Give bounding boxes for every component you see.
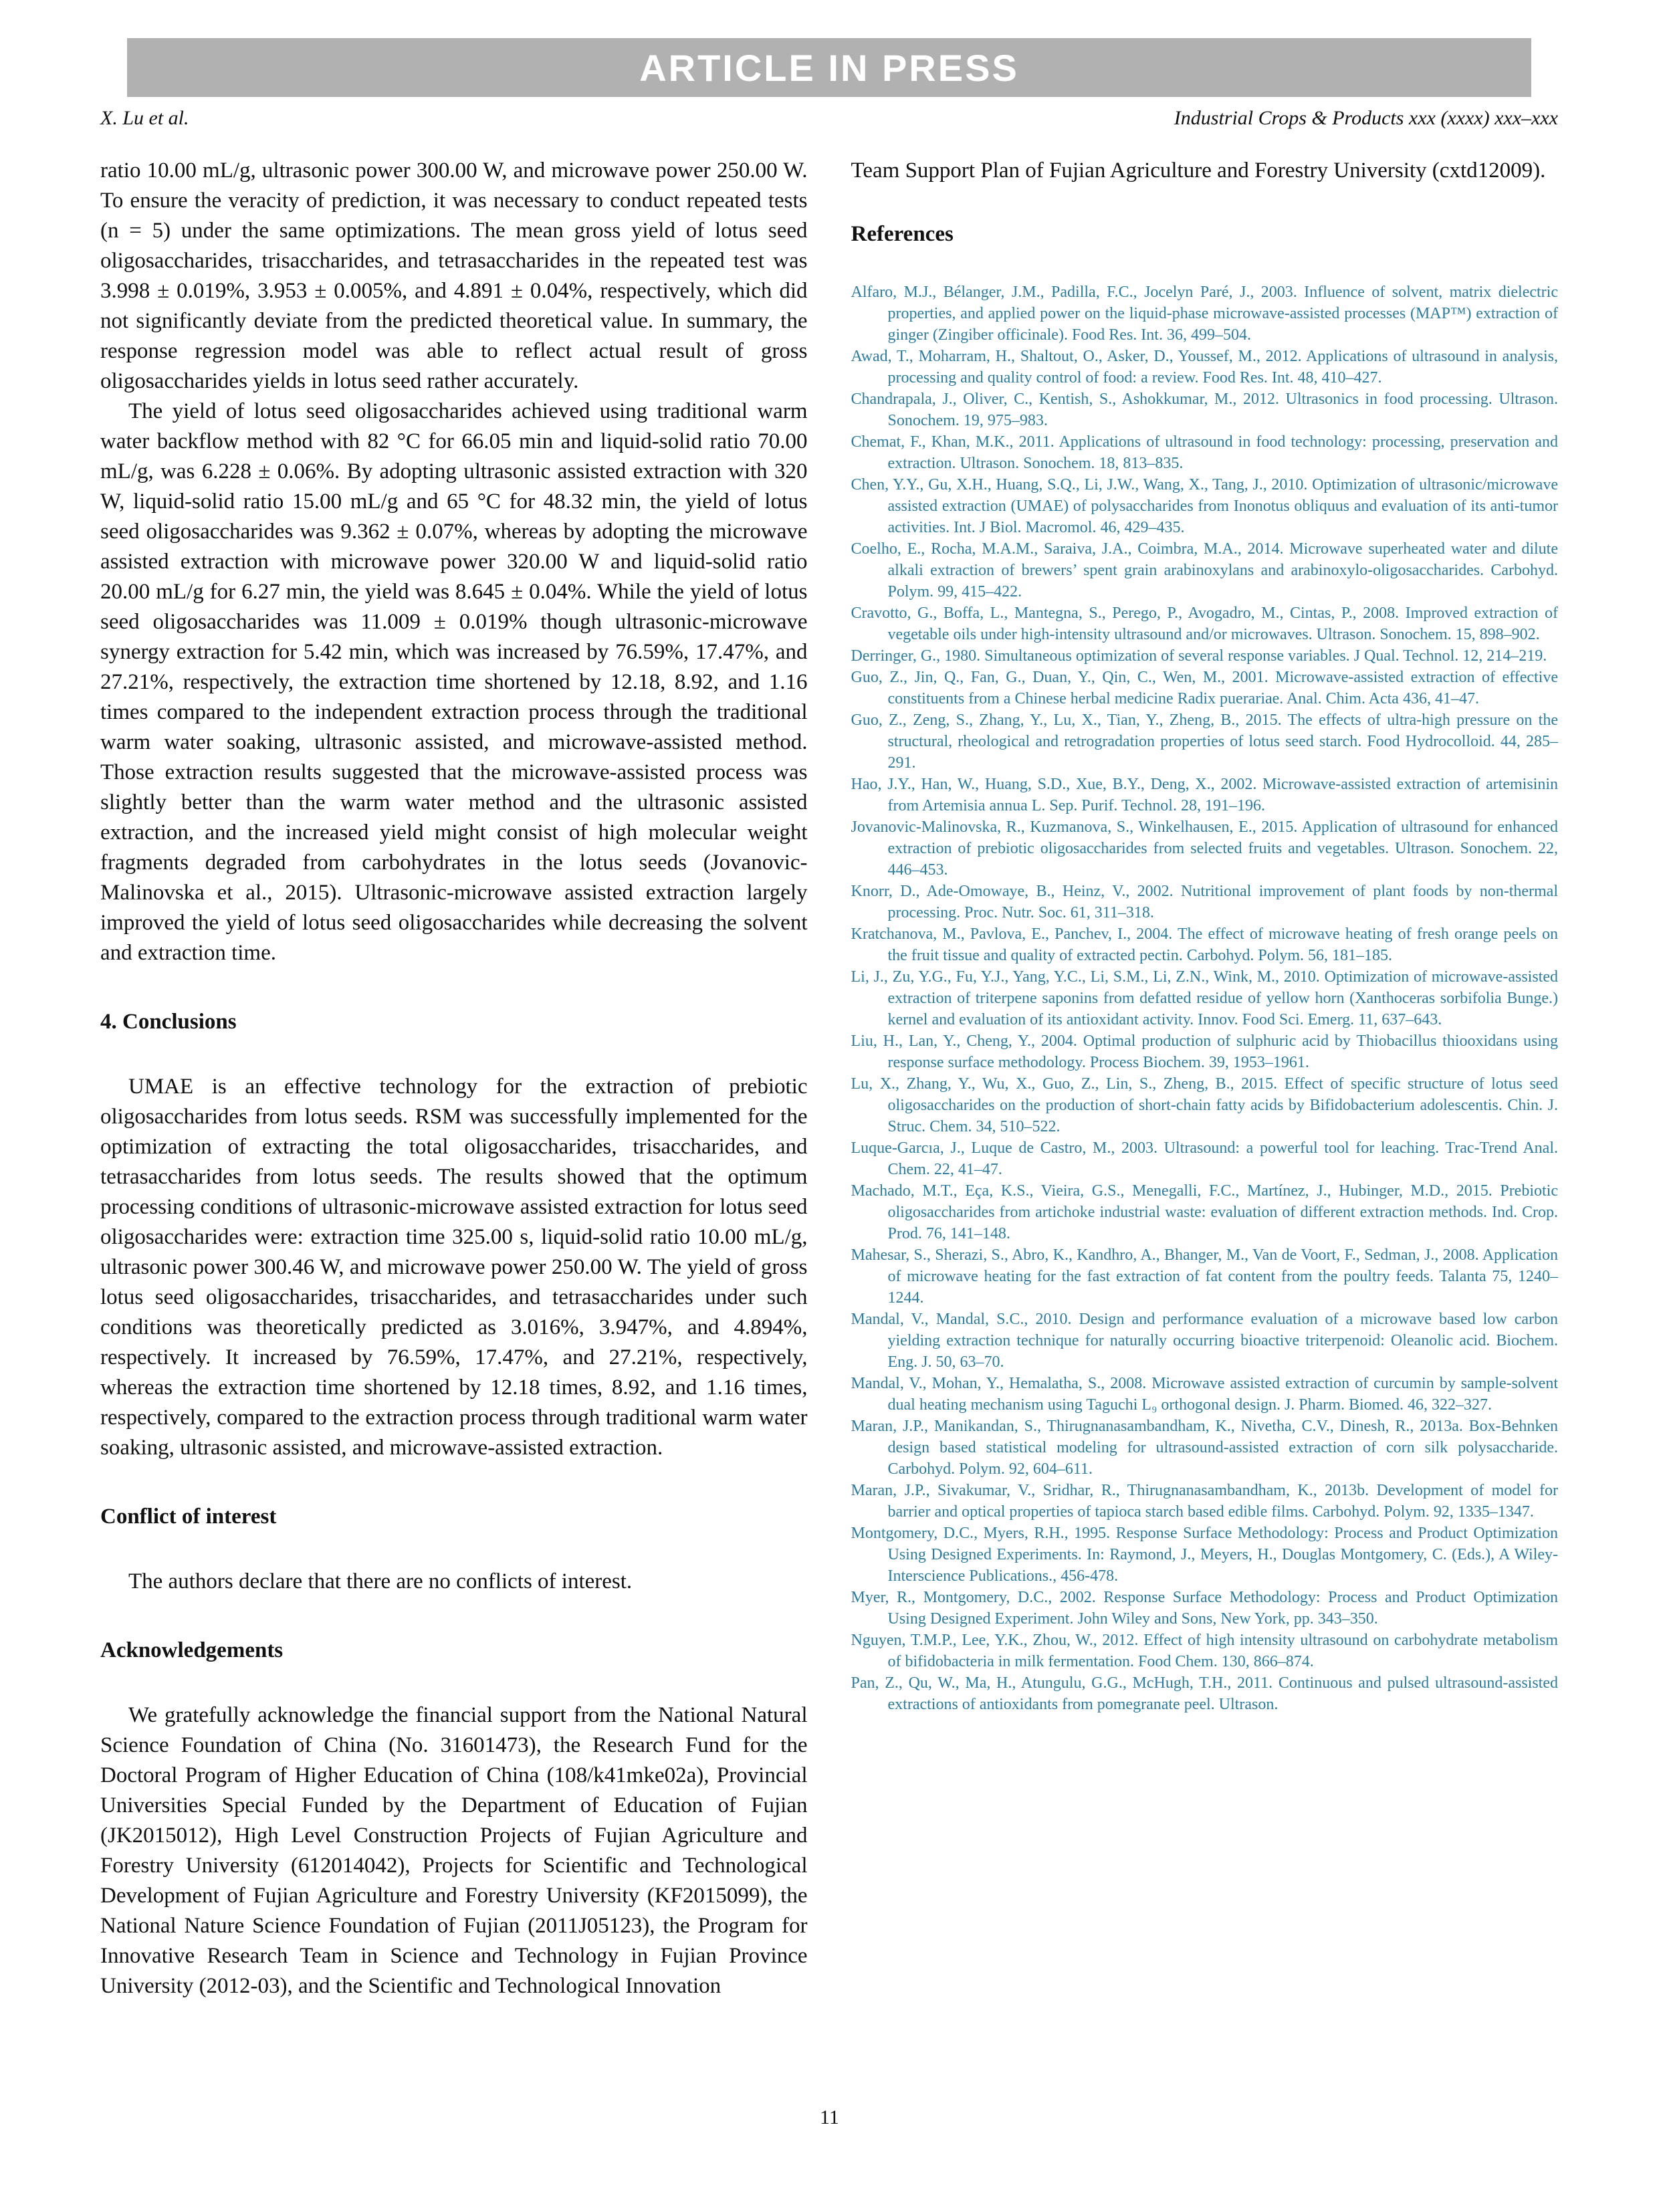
reference-item: Guo, Z., Jin, Q., Fan, G., Duan, Y., Qin, C., Wen, M., 2001. Microwave-assisted extraction of effective constituents from a Chinese herbal medicine Radix puerariae. Anal. Chim. Acta 436, 41–47. (851, 669, 1558, 707)
reference-item: Pan, Z., Qu, W., Ma, H., Atungulu, G.G., McHugh, T.H., 2011. Continuous and pulsed ultrasound-assisted extractions of antioxidants from pomegranate peel. Ultrason. (851, 1674, 1558, 1713)
article-in-press-banner (127, 38, 1531, 97)
reference-item: Luque-Garcıa, J., Luque de Castro, M., 2003. Ultrasound: a powerful tool for leaching. Trac-Trend Anal. Chem. 22, 41–47. (851, 1139, 1558, 1178)
reference-item: Maran, J.P., Manikandan, S., Thirugnanasambandham, K., Nivetha, C.V., Dinesh, R., 2013a. Box-Behnken design based statistical modeling for ultrasound-assisted extraction of corn silk polysaccharide. Carbohyd. Polym. 92, 604–611. (851, 1418, 1558, 1478)
section-heading-acknowledgements: Acknowledgements (100, 1638, 284, 1662)
reference-item: Li, J., Zu, Y.G., Fu, Y.J., Yang, Y.C., Li, S.M., Li, Z.N., Wink, M., 2010. Optimization of microwave-assisted extraction of triterpene saponins from defatted residue of yellow horn (Xanthoceras sorbifolia Bunge.) kernel and evaluation of its antioxidant activity. Innov. Food Sci. Emerg. 11, 637–643. (851, 968, 1558, 1028)
header-journal: Industrial Crops & Products xxx (xxxx) xxx–xxx (1174, 107, 1558, 129)
reference-item: Maran, J.P., Sivakumar, V., Sridhar, R., Thirugnanasambandham, K., 2013b. Development of model for barrier and optical properties of tapioca starch based edible films. Carbohyd. Polym. 92, 1335–1347. (851, 1482, 1558, 1521)
left-column (100, 156, 808, 2001)
two-column-body (100, 156, 1558, 2001)
banner-text: ARTICLE IN PRESS (639, 46, 1019, 89)
reference-item: Knorr, D., Ade-Omowaye, B., Heinz, V., 2002. Nutritional improvement of plant foods by non-thermal processing. Proc. Nutr. Soc. 61, 311–318. (851, 883, 1558, 921)
reference-item: Alfaro, M.J., Bélanger, J.M., Padilla, F.C., Jocelyn Paré, J., 2003. Influence of solvent, matrix dielectric properties, and applied power on the liquid-phase microwave-assisted processes (MAP™) extraction of ginger (Zingiber officinale). Food Res. Int. 36, 499–504. (851, 284, 1558, 344)
page-footer (0, 2106, 1659, 2129)
body-paragraph-acknowledgements: We gratefully acknowledge the financial support from the National Natural Science Foundation of China (No. 31601473), the Research Fund for the Doctoral Program of Higher Education of China (108/k41mke02a), Provincial Universities Special Funded by the Department of Education of Fujian (JK2015012), High Level Construction Projects of Fujian Agriculture and Forestry University (612014042), Projects for Scientific and Technological Development of Fujian Agriculture and Forestry University (KF2015099), the National Nature Science Foundation of Fujian (2011J05123), the Program for Innovative Research Team in Science and Technology in Fujian Province University (2012-03), and the Scientific and Technological Innovation (100, 1703, 808, 1998)
reference-item: Cravotto, G., Boffa, L., Mantegna, S., Perego, P., Avogadro, M., Cintas, P., 2008. Improved extraction of vegetable oils under high-intensity ultrasound and/or microwaves. Ultrason. Sonochem. 15, 898–902. (851, 604, 1558, 643)
reference-item: Machado, M.T., Eça, K.S., Vieira, G.S., Menegalli, F.C., Martínez, J., Hubinger, M.D., 2015. Prebiotic oligosaccharides from artichoke industrial waste: evaluation of different extraction methods. Ind. Crop. Prod. 76, 141–148. (851, 1182, 1558, 1242)
reference-item: Montgomery, D.C., Myers, R.H., 1995. Response Surface Methodology: Process and Product Optimization Using Designed Experiments. In: Raymond, J., Meyers, H., Douglas Montgomery, C. (Eds.), A Wiley-Interscience Publications., 456-478. (851, 1525, 1558, 1585)
reference-item: Guo, Z., Zeng, S., Zhang, Y., Lu, X., Tian, Y., Zheng, B., 2015. The effects of ultra-high pressure on the structural, rheological and retrogradation properties of lotus seed starch. Food Hydrocolloid. 44, 285–291. (851, 711, 1558, 772)
reference-item: Lu, X., Zhang, Y., Wu, X., Guo, Z., Lin, S., Zheng, B., 2015. Effect of specific structure of lotus seed oligosaccharides on the production of short-chain fatty acids by Bifidobacterium adolescentis. Chin. J. Struc. Chem. 34, 510–522. (851, 1075, 1558, 1135)
body-paragraph-yield-comparison: The yield of lotus seed oligosaccharides achieved using traditional warm water backflow method with 82 °C for 66.05 min and liquid-solid ratio 70.00 mL/g, was 6.228 ± 0.06%. By adopting ultrasonic assisted extraction with 320 W, liquid-solid ratio 15.00 mL/g and 65 °C for 48.32 min, the yield of lotus seed oligosaccharides was 9.362 ± 0.07%, whereas by adopting the microwave assisted extraction with microwave power 320.00 W and liquid-solid ratio 20.00 mL/g for 6.27 min, the yield was 8.645 ± 0.04%. While the yield of lotus seed oligosaccharides was 11.009 ± 0.019% though ultrasonic-microwave synergy extraction for 5.42 min, which was increased by 76.59%, 17.47%, and 27.21%, respectively, the extraction time shortened by 12.18, 8.92, and 1.16 times compared to the independent extraction process through the traditional warm water soaking, ultrasonic assisted, and microwave-assisted method. Those extraction results suggested that the microwave-assisted process was slightly better than the warm water method and the ultrasonic assisted extraction, and the increased yield might consist of high molecular weight fragments degraded from carbohydrates in the lotus seeds (Jovanovic-Malinovska et al., 2015). Ultrasonic-microwave assisted extraction largely improved the yield of lotus seed oligosaccharides while decreasing the solvent and extraction time. (100, 399, 808, 965)
running-header (100, 107, 1558, 134)
reference-item: Nguyen, T.M.P., Lee, Y.K., Zhou, W., 2012. Effect of high intensity ultrasound on carbohydrate metabolism of bifidobacteria in milk fermentation. Food Chem. 130, 866–874. (851, 1632, 1558, 1670)
page-number: 11 (820, 2106, 839, 2128)
section-heading-conclusions: 4. Conclusions (100, 1010, 237, 1034)
reference-list (851, 282, 1559, 1715)
reference-item: Chemat, F., Khan, M.K., 2011. Applications of ultrasound in food technology: processing, preservation and extraction. Ultrason. Sonochem. 18, 813–835. (851, 433, 1558, 472)
section-heading-references: References (851, 222, 954, 246)
reference-item: Liu, H., Lan, Y., Cheng, Y., 2004. Optimal production of sulphuric acid by Thiobacillus thiooxidans using response surface methodology. Process Biochem. 39, 1953–1961. (851, 1032, 1558, 1071)
reference-item: Mandal, V., Mohan, Y., Hemalatha, S., 2008. Microwave assisted extraction of curcumin by sample-solvent dual heating mechanism using Taguchi L₉ orthogonal design. J. Pharm. Biomed. 46, 322–327. (851, 1375, 1558, 1414)
header-authors: X. Lu et al. (100, 107, 189, 129)
body-paragraph-results-continuation: ratio 10.00 mL/g, ultrasonic power 300.00 W, and microwave power 250.00 W. To ensure the veracity of prediction, it was necessary to conduct repeated tests (n = 5) under the same optimizations. The mean gross yield of lotus seed oligosaccharides, trisaccharides, and tetrasaccharides in the repeated test was 3.998 ± 0.019%, 3.953 ± 0.005%, and 4.891 ± 0.04%, respectively, which did not significantly deviate from the predicted theoretical value. In summary, the response regression model was able to reflect actual result of gross oligosaccharides yields in lotus seed rather accurately. (100, 158, 808, 393)
body-paragraph-acknowledgements-continuation: Team Support Plan of Fujian Agriculture and Forestry University (cxtd12009). (851, 158, 1546, 183)
reference-item: Coelho, E., Rocha, M.A.M., Saraiva, J.A., Coimbra, M.A., 2014. Microwave superheated water and dilute alkali extraction of brewers’ spent grain arabinoxylans and arabinoxylo-oligosaccharides. Carbohyd. Polym. 99, 415–422. (851, 540, 1558, 600)
reference-item: Jovanovic-Malinovska, R., Kuzmanova, S., Winkelhausen, E., 2015. Application of ultrasound for enhanced extraction of prebiotic oligosaccharides from selected fruits and vegetables. Ultrason. Sonochem. 22, 446–453. (851, 818, 1558, 879)
reference-item: Chandrapala, J., Oliver, C., Kentish, S., Ashokkumar, M., 2012. Ultrasonics in food processing. Ultrason. Sonochem. 19, 975–983. (851, 391, 1558, 429)
reference-item: Derringer, G., 1980. Simultaneous optimization of several response variables. J Qual. Technol. 12, 214–219. (851, 647, 1547, 665)
section-heading-conflict-of-interest: Conflict of interest (100, 1505, 277, 1529)
reference-item: Awad, T., Moharram, H., Shaltout, O., Asker, D., Youssef, M., 2012. Applications of ultrasound in analysis, processing and quality control of food: a review. Food Res. Int. 48, 410–427. (851, 348, 1558, 386)
reference-item: Chen, Y.Y., Gu, X.H., Huang, S.Q., Li, J.W., Wang, X., Tang, J., 2010. Optimization of ultrasonic/microwave assisted extraction (UMAE) of polysaccharides from Inonotus obliquus and evaluation of its anti-tumor activities. Int. J Biol. Macromol. 46, 429–435. (851, 476, 1558, 536)
right-column (851, 156, 1559, 2001)
body-paragraph-conflict-statement: The authors declare that there are no conflicts of interest. (128, 1569, 633, 1593)
reference-item: Kratchanova, M., Pavlova, E., Panchev, I., 2004. The effect of microwave heating of fresh orange peels on the fruit tissue and quality of extracted pectin. Carbohyd. Polym. 56, 181–185. (851, 925, 1558, 964)
body-paragraph-conclusions: UMAE is an effective technology for the extraction of prebiotic oligosaccharides from lotus seeds. RSM was successfully implemented for the optimization of extracting the total oligosaccharides, trisaccharides, and tetrasaccharides from lotus seeds. The results showed that the optimum processing conditions of ultrasonic-microwave assisted extraction for lotus seed oligosaccharides were: extraction time 325.00 s, liquid-solid ratio 10.00 mL/g, ultrasonic power 300.46 W, and microwave power 250.00 W. The yield of gross lotus seed oligosaccharides, trisaccharides, and tetrasaccharides under such conditions was theoretically predicted as 3.016%, 3.947%, and 4.894%, respectively. It increased by 76.59%, 17.47%, and 27.21%, respectively, whereas the extraction time shortened by 12.18 times, 8.92, and 1.16 times, respectively, compared to the extraction process through traditional warm water soaking, ultrasonic assisted, and microwave-assisted extraction. (100, 1075, 808, 1460)
reference-item: Myer, R., Montgomery, D.C., 2002. Response Surface Methodology: Process and Product Optimization Using Designed Experiment. John Wiley and Sons, New York, pp. 343–350. (851, 1589, 1558, 1628)
reference-item: Mandal, V., Mandal, S.C., 2010. Design and performance evaluation of a microwave based low carbon yielding extraction technique for naturally occurring bioactive triterpenoid: Oleanolic acid. Biochem. Eng. J. 50, 63–70. (851, 1311, 1558, 1371)
reference-item: Hao, J.Y., Han, W., Huang, S.D., Xue, B.Y., Deng, X., 2002. Microwave-assisted extraction of artemisinin from Artemisia annua L. Sep. Purif. Technol. 28, 191–196. (851, 776, 1558, 814)
reference-item: Mahesar, S., Sherazi, S., Abro, K., Kandhro, A., Bhanger, M., Van de Voort, F., Sedman, J., 2008. Application of microwave heating for the fast extraction of fat content from the poultry feeds. Talanta 75, 1240–1244. (851, 1246, 1558, 1307)
